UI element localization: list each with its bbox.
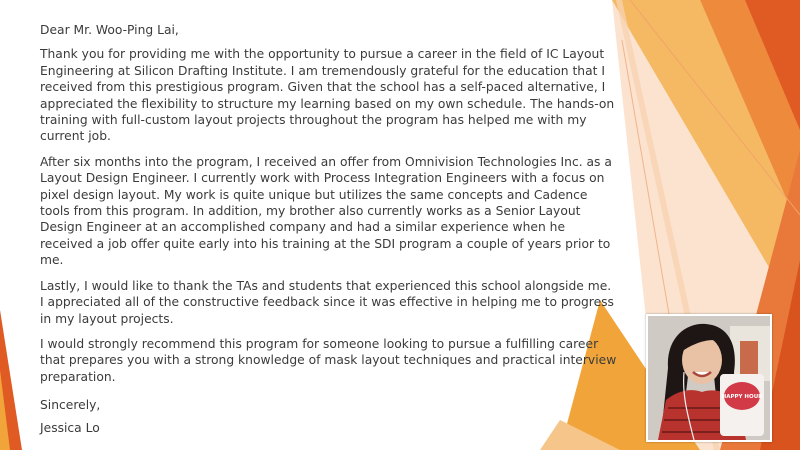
paragraph-2: After six months into the program, I received an offer from Omnivision Technologies Inc. as a Layout Design Engineer. I currently work with Process Integration Engineers with a focus on pixel design layout. My work is quite unique but utilizes the same concepts and Cadence tools from this program. In addition, my brother also currently works as a Senior Layout Design Engineer at an accomplished company and had a similar experience when he received a job offer quite early into his training at the SDI program a couple of years prior to me.: [40, 154, 612, 268]
salutation: Dear Mr. Woo-Ping Lai,: [40, 23, 179, 37]
paragraph-4: I would strongly recommend this program for someone looking to pursue a fulfilling career that prepares you with a strong knowledge of mask layout techniques and practical interview preparation.: [40, 336, 617, 384]
signature-name: Jessica Lo: [40, 421, 100, 436]
paragraph-3: Lastly, I would like to thank the TAs and students that experienced this school alongside me. I appreciated all of the constructive feedback since it was effective in helping me to progress in my layout projects.: [40, 278, 614, 326]
photo-smile: [693, 372, 711, 376]
letter-closing: [40, 397, 100, 437]
closing-signoff: Sincerely,: [40, 398, 101, 412]
letter-body: [40, 22, 618, 394]
author-photo: [646, 314, 772, 442]
photo-cup-text: HAPPY HOUR: [721, 394, 763, 400]
paragraph-1: Thank you for providing me with the opportunity to pursue a career in the field of IC Layout Engineering at Silicon Drafting Institute. I am tremendously grateful for the education that I received from this prestigious program. Given that the school has a self-paced alternative, I appreciated the flexibility to structure my learning based on my own schedule. The hands-on training with full-custom layout projects throughout the program has helped me with my current job.: [40, 47, 615, 144]
author-photo-illustration: [648, 316, 770, 440]
